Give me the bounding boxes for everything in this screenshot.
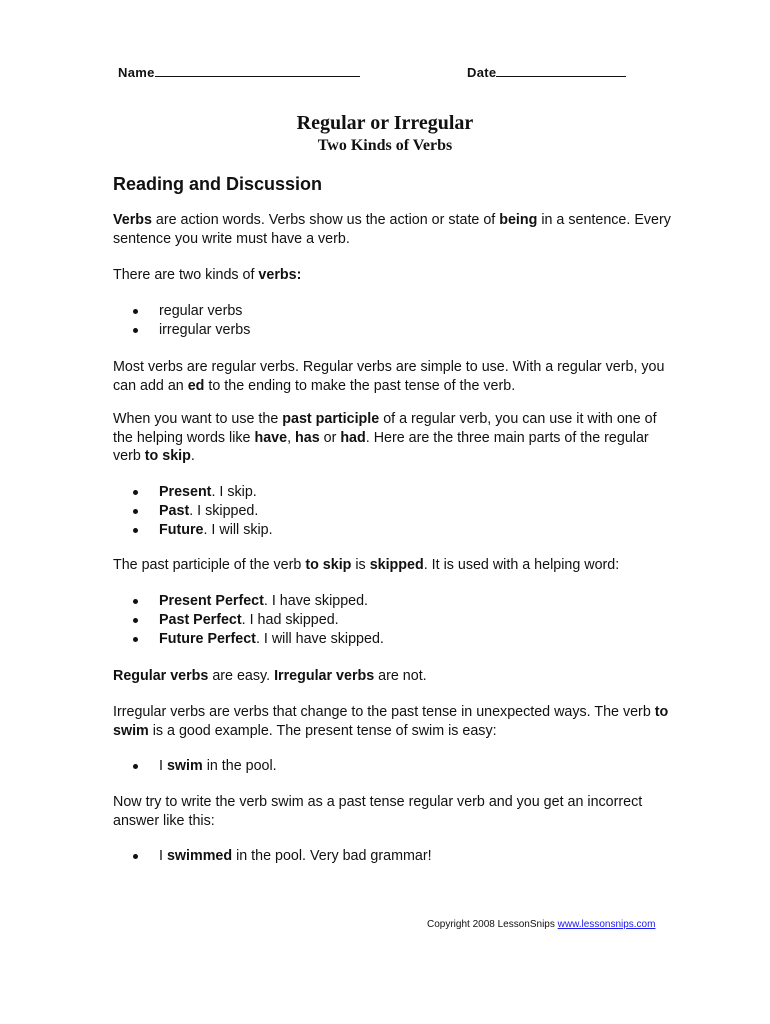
bullet-icon xyxy=(133,618,138,623)
perfect-tenses-list xyxy=(113,592,384,649)
lessonsnips-link[interactable]: www.lessonsnips.com xyxy=(557,919,656,930)
page-title: Regular or Irregular xyxy=(296,112,474,134)
bullet-icon xyxy=(133,309,138,314)
list-item: irregular verbs xyxy=(113,321,250,340)
bullet-icon xyxy=(133,599,138,604)
list-item: Past. I skipped. xyxy=(113,502,273,521)
paragraph-easy-vs-not: Regular verbs are easy. Irregular verbs are not. xyxy=(113,668,427,684)
list-item: Present Perfect. I have skipped. xyxy=(113,592,384,611)
swim-example-list xyxy=(113,757,277,776)
verb-kinds-list xyxy=(113,302,250,340)
date-field[interactable] xyxy=(467,64,626,80)
paragraph-past-participle-skip: The past participle of the verb to skip is skipped. It is used with a helping word: xyxy=(113,557,620,573)
paragraph-verbs-definition: Verbs are action words. Verbs show us the action or state of being in a sentence. Every sentence you write must have a verb. xyxy=(113,212,671,247)
list-item: Future. I will skip. xyxy=(113,521,273,540)
date-blank-line[interactable] xyxy=(496,64,626,77)
swimmed-example-list xyxy=(113,847,432,866)
name-label: Name xyxy=(118,65,155,80)
list-item: I swim in the pool. xyxy=(113,757,277,776)
name-field[interactable] xyxy=(118,64,360,80)
name-blank-line[interactable] xyxy=(155,64,360,77)
list-item: I swimmed in the pool. Very bad grammar! xyxy=(113,847,432,866)
bullet-icon xyxy=(133,637,138,642)
verb-parts-list xyxy=(113,483,273,540)
list-item: regular verbs xyxy=(113,302,250,321)
bullet-icon xyxy=(133,528,138,533)
paragraph-irregular-verbs: Irregular verbs are verbs that change to the past tense in unexpected ways. The verb to swim is a good example. The present tense of swim is easy: xyxy=(113,704,669,739)
paragraph-incorrect-answer: Now try to write the verb swim as a past tense regular verb and you get an incorrect answer like this: xyxy=(113,794,643,829)
paragraph-past-participle: When you want to use the past participle of a regular verb, you can use it with one of the helping words like have, has or had. Here are the three main parts of the regular verb to skip. xyxy=(113,411,657,464)
bullet-icon xyxy=(133,764,138,769)
section-heading: Reading and Discussion xyxy=(113,174,323,194)
bullet-icon xyxy=(133,490,138,495)
copyright-text: Copyright 2008 LessonSnips xyxy=(427,919,558,930)
date-label: Date xyxy=(467,65,497,80)
bullet-icon xyxy=(133,854,138,859)
list-item: Past Perfect. I had skipped. xyxy=(113,611,384,630)
list-item: Present. I skip. xyxy=(113,483,273,502)
bullet-icon xyxy=(133,509,138,514)
paragraph-two-kinds: There are two kinds of verbs: xyxy=(113,267,302,283)
bullet-icon xyxy=(133,328,138,333)
list-item: Future Perfect. I will have skipped. xyxy=(113,630,384,649)
page-subtitle: Two Kinds of Verbs xyxy=(317,137,453,154)
footer-copyright xyxy=(427,919,655,930)
paragraph-regular-verbs: Most verbs are regular verbs. Regular verbs are simple to use. With a regular verb, you can add an ed to the ending to make the past tense of the verb. xyxy=(113,359,665,394)
